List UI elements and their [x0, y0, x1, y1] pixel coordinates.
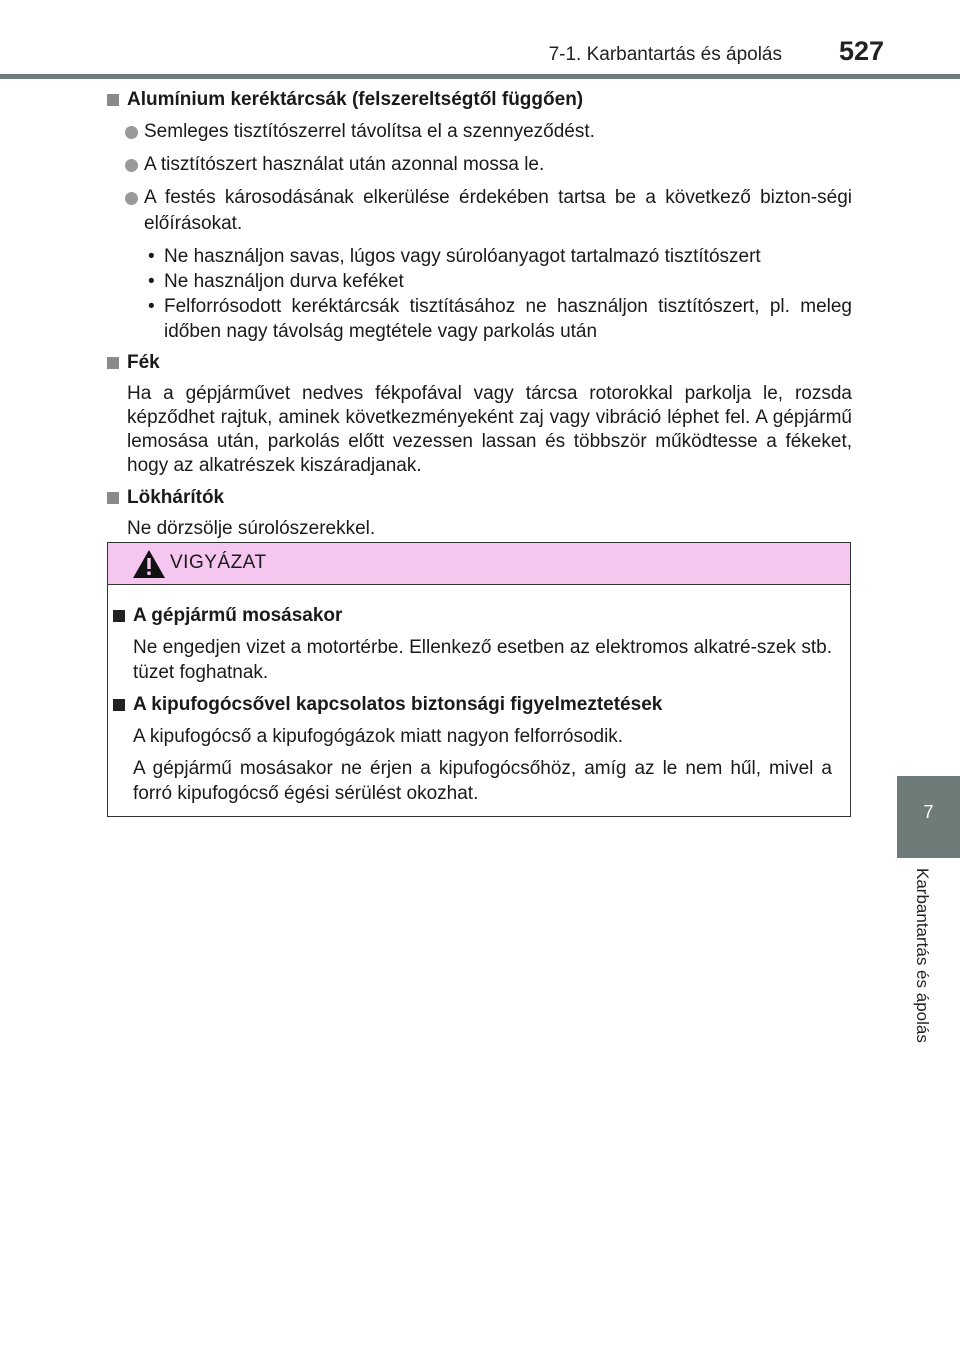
- warning-paragraph: A gépjármű mosásakor ne érjen a kipufogócsőhöz, amíg az le nem hűl, mivel a forró kipufogócső égési sérülést okozhat.: [133, 758, 832, 804]
- bullet-item: [107, 119, 852, 145]
- circle-bullet-icon: [125, 126, 138, 139]
- warning-item-heading: [113, 692, 832, 718]
- warning-triangle-icon: [132, 549, 166, 579]
- warning-box: [107, 542, 851, 817]
- warning-item-heading-text: A gépjármű mosásakor: [133, 605, 343, 626]
- section-heading-text: Fék: [127, 352, 160, 373]
- warning-body: [108, 585, 850, 806]
- section-paragraph-brakes: Ha a gépjárművet nedves fékpofával vagy tárcsa rotorokkal parkolja le, rozsda képződhet rajtuk, aminek következményeként zaj vagy vibráció léphet fel. A gépjármű lemosása után, parkolás előtt vezessen lassan és többször működtesse a fékeket, hogy az alkatrészek kiszáradjanak.: [127, 383, 852, 476]
- section-heading-text: Alumínium keréktárcsák (felszereltségtől függően): [127, 89, 584, 110]
- warning-item-heading-text: A kipufogócsővel kapcsolatos biztonsági figyelmeztetések: [133, 694, 663, 715]
- chapter-tab-number: 7: [923, 802, 934, 822]
- warning-paragraph: A kipufogócső a kipufogógázok miatt nagyon felforrósodik.: [133, 726, 624, 747]
- bullet-item: [107, 185, 852, 237]
- page-header: [0, 0, 960, 80]
- section-heading-text: Lökhárítók: [127, 487, 225, 508]
- sub-item-text: Ne használjon durva keféket: [164, 271, 404, 292]
- square-bullet-icon: [107, 357, 119, 369]
- bullet-text: A festés károsodásának elkerülése érdekében tartsa be a következő bizton-ségi előírásokat.: [144, 187, 852, 234]
- circle-bullet-icon: [125, 192, 138, 205]
- sub-list: [107, 244, 852, 344]
- square-bullet-icon: [113, 699, 125, 711]
- warning-header: [108, 543, 850, 585]
- section-heading-wheels: [107, 87, 852, 113]
- chapter-side-label: Karbantartás és ápolás: [913, 868, 932, 1043]
- sub-bullet-marker: •: [148, 296, 155, 317]
- bullet-text: Semleges tisztítószerrel távolítsa el a szennyeződést.: [144, 121, 595, 142]
- warning-title: VIGYÁZAT: [170, 552, 267, 573]
- square-bullet-icon: [107, 94, 119, 106]
- bullet-item: [107, 152, 852, 178]
- sub-item: [144, 244, 852, 269]
- sub-item-text: Ne használjon savas, lúgos vagy súrolóanyagot tartalmazó tisztítószert: [164, 246, 761, 267]
- header-rule: [0, 74, 960, 79]
- chapter-tab: [897, 776, 960, 858]
- page-content: [107, 87, 852, 548]
- warning-item-heading: [113, 603, 832, 629]
- section-heading-bumpers: [107, 485, 852, 511]
- square-bullet-icon: [113, 610, 125, 622]
- page-number: 527: [838, 36, 884, 66]
- sub-bullet-marker: •: [148, 271, 155, 292]
- sub-item: [144, 294, 852, 344]
- bullet-text: A tisztítószert használat után azonnal mossa le.: [144, 154, 545, 175]
- square-bullet-icon: [107, 492, 119, 504]
- sub-item-text: Felforrósodott keréktárcsák tisztításához ne használjon tisztítószert, pl. meleg időben nagy távolság megtétele vagy parkolás után: [164, 296, 852, 342]
- sub-bullet-marker: •: [148, 246, 155, 267]
- circle-bullet-icon: [125, 159, 138, 172]
- sub-item: [144, 269, 852, 294]
- warning-paragraph: Ne engedjen vizet a motortérbe. Ellenkező esetben az elektromos alkatré-szek stb. tüzet foghatnak.: [133, 637, 832, 683]
- section-heading-brakes: [107, 350, 852, 376]
- chapter-title: 7-1. Karbantartás és ápolás: [548, 44, 782, 65]
- section-paragraph-bumpers: Ne dörzsölje súrolószerekkel.: [127, 518, 376, 539]
